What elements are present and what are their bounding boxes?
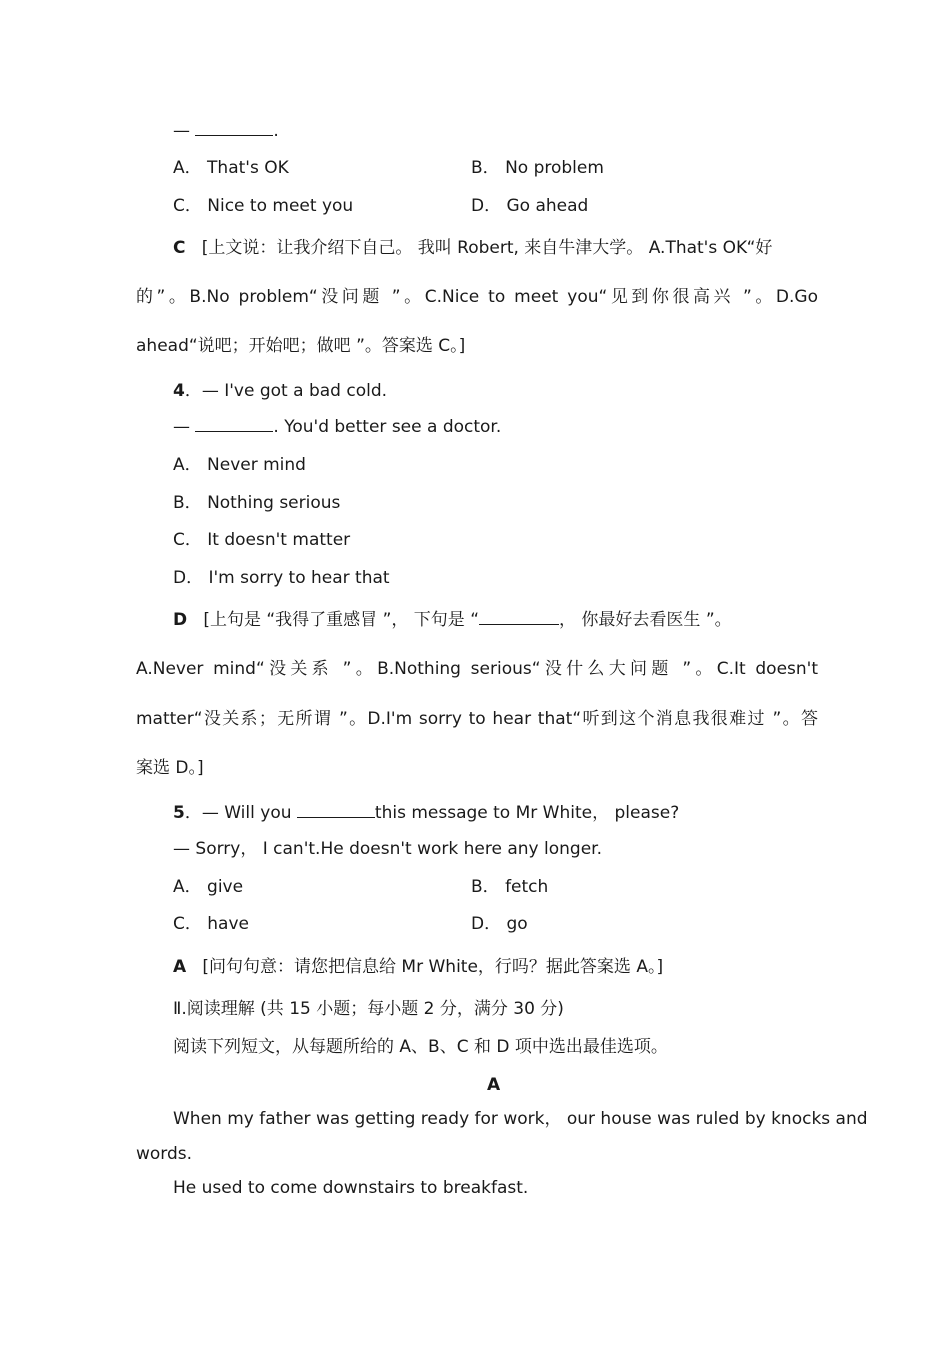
passage-paragraph-1-line-1: When my father was getting ready for work， our house was ruled by knocks and: [173, 1109, 868, 1129]
q3-option-a: A． That's OK: [173, 158, 289, 178]
q4-reply: — . You'd better see a doctor.: [173, 417, 502, 437]
q4-number: 4: [173, 381, 185, 401]
q4-answer-letter: D: [173, 610, 188, 630]
q5-number: 5: [173, 803, 185, 823]
q5-explanation: A [问句句意：请您把信息给 Mr White，行吗？据此答案选 A。]: [173, 957, 664, 977]
q5-option-c: C． have: [173, 914, 249, 934]
q3-option-d: D． Go ahead: [471, 196, 589, 216]
q5-reply: — Sorry， I can't.He doesn't work here any longer.: [173, 839, 603, 859]
q3-explanation-line-3: ahead“说吧；开始吧；做吧 ”。答案选 C。]: [136, 336, 466, 356]
q4-option-c: C． It doesn't matter: [173, 530, 351, 550]
q4-option-b: B． Nothing serious: [173, 493, 341, 513]
q4-explanation-line-2: A.Never mind“没关系 ”。B.Nothing serious“没什么大问题 ”。C.It doesn't: [136, 659, 818, 679]
answer-blank: [195, 417, 273, 432]
answer-blank: [297, 803, 375, 818]
q3-answer-letter: C: [173, 238, 186, 258]
q4-question: 4．— I've got a bad cold.: [173, 381, 388, 401]
q5-answer-letter: A: [173, 957, 187, 977]
q5-question: 5．— Will you this message to Mr White， please?: [173, 803, 680, 823]
answer-blank: [195, 121, 273, 136]
answer-blank: [479, 610, 559, 625]
q3-answer-line: — .: [173, 121, 279, 141]
q4-option-a: A． Never mind: [173, 455, 306, 475]
q4-explanation-line-1: D [上句是 “我得了重感冒 ”， 下句是 “ ， 你最好去看医生 ”。: [173, 610, 732, 630]
q3-explanation-line-1: C [上文说：让我介绍下自己。 我叫 Robert, 来自牛津大学。 A.That's OK“好: [173, 238, 773, 258]
q4-explanation-line-3: matter“没关系；无所谓 ”。D.I'm sorry to hear that“听到这个消息我很难过 ”。答: [136, 709, 818, 729]
q5-option-b: B． fetch: [471, 877, 549, 897]
section-heading: Ⅱ.阅读理解 (共 15 小题；每小题 2 分，满分 30 分): [173, 999, 564, 1019]
q3-option-c: C． Nice to meet you: [173, 196, 354, 216]
passage-label: A: [487, 1075, 501, 1095]
section-instruction: 阅读下列短文，从每题所给的 A、B、C 和 D 项中选出最佳选项。: [173, 1037, 668, 1057]
q4-option-d: D． I'm sorry to hear that: [173, 568, 390, 588]
q5-option-d: D． go: [471, 914, 528, 934]
passage-paragraph-1-line-2: words.: [136, 1144, 193, 1164]
q3-explanation-line-2: 的”。B.No problem“没问题 ”。C.Nice to meet you“见到你很高兴 ”。D.Go: [136, 287, 818, 307]
q5-option-a: A． give: [173, 877, 244, 897]
passage-paragraph-2: He used to come downstairs to breakfast.: [173, 1178, 529, 1198]
q3-option-b: B． No problem: [471, 158, 604, 178]
q4-explanation-line-4: 案选 D。]: [136, 758, 204, 778]
